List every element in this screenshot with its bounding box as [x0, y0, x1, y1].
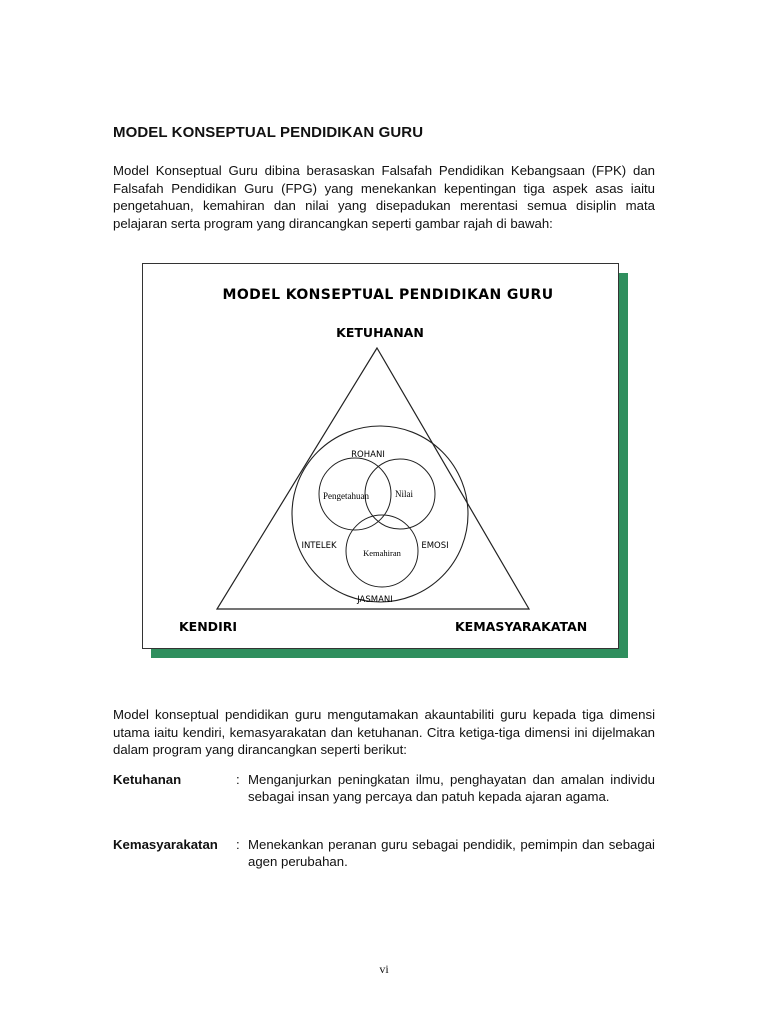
definition-text: Menganjurkan peningkatan ilmu, penghayatan dan amalan individu sebagai insan yang percaya dan patuh kepada ajaran agama.: [248, 772, 655, 804]
figure-box: [142, 263, 619, 649]
intro-paragraph: Model Konseptual Guru dibina berasaskan Falsafah Pendidikan Kebangsaan (FPK) dan Falsafah Pendidikan Guru (FPG) yang menekankan kepentingan tiga aspek asas iaitu pengetahuan, kemahiran dan nilai yang disepadukan merentasi semua disiplin mata pelajaran serta program yang dirancangkan seperti gambar rajah di bawah:: [113, 163, 655, 231]
section-heading: MODEL KONSEPTUAL PENDIDIKAN GURU: [113, 124, 424, 141]
definition-colon: :: [236, 772, 240, 787]
definition-text: Menekankan peranan guru sebagai pendidik, pemimpin dan sebagai agen perubahan.: [248, 837, 655, 869]
apex-label-ketuhanan: KETUHANAN: [336, 325, 424, 340]
label-pengetahuan: Pengetahuan: [323, 491, 369, 501]
label-kemahiran: Kemahiran: [363, 548, 401, 558]
corner-label-kemasyarakatan: KEMASYARAKATAN: [455, 619, 588, 634]
conceptual-model-diagram: [143, 264, 618, 648]
body-paragraph: Model konseptual pendidikan guru mengutamakan akauntabiliti guru kepada tiga dimensi utama iaitu kendiri, kemasyarakatan dan ketuhanan. Citra ketiga-tiga dimensi ini dijelmakan dalam program yang dirancangkan seperti berikut:: [113, 707, 655, 757]
label-nilai: Nilai: [395, 489, 413, 499]
diagram-title: MODEL KONSEPTUAL PENDIDIKAN GURU: [222, 287, 554, 303]
definition-term: Kemasyarakatan: [113, 837, 218, 852]
label-jasmani: JASMANI: [357, 595, 393, 605]
label-emosi: EMOSI: [421, 541, 449, 551]
page-number: vi: [379, 962, 389, 976]
corner-label-kendiri: KENDIRI: [179, 619, 237, 634]
label-intelek: INTELEK: [301, 541, 337, 551]
definition-term: Ketuhanan: [113, 772, 182, 787]
triangle: [217, 348, 529, 609]
definition-colon: :: [236, 837, 240, 852]
label-rohani: ROHANI: [351, 450, 385, 460]
